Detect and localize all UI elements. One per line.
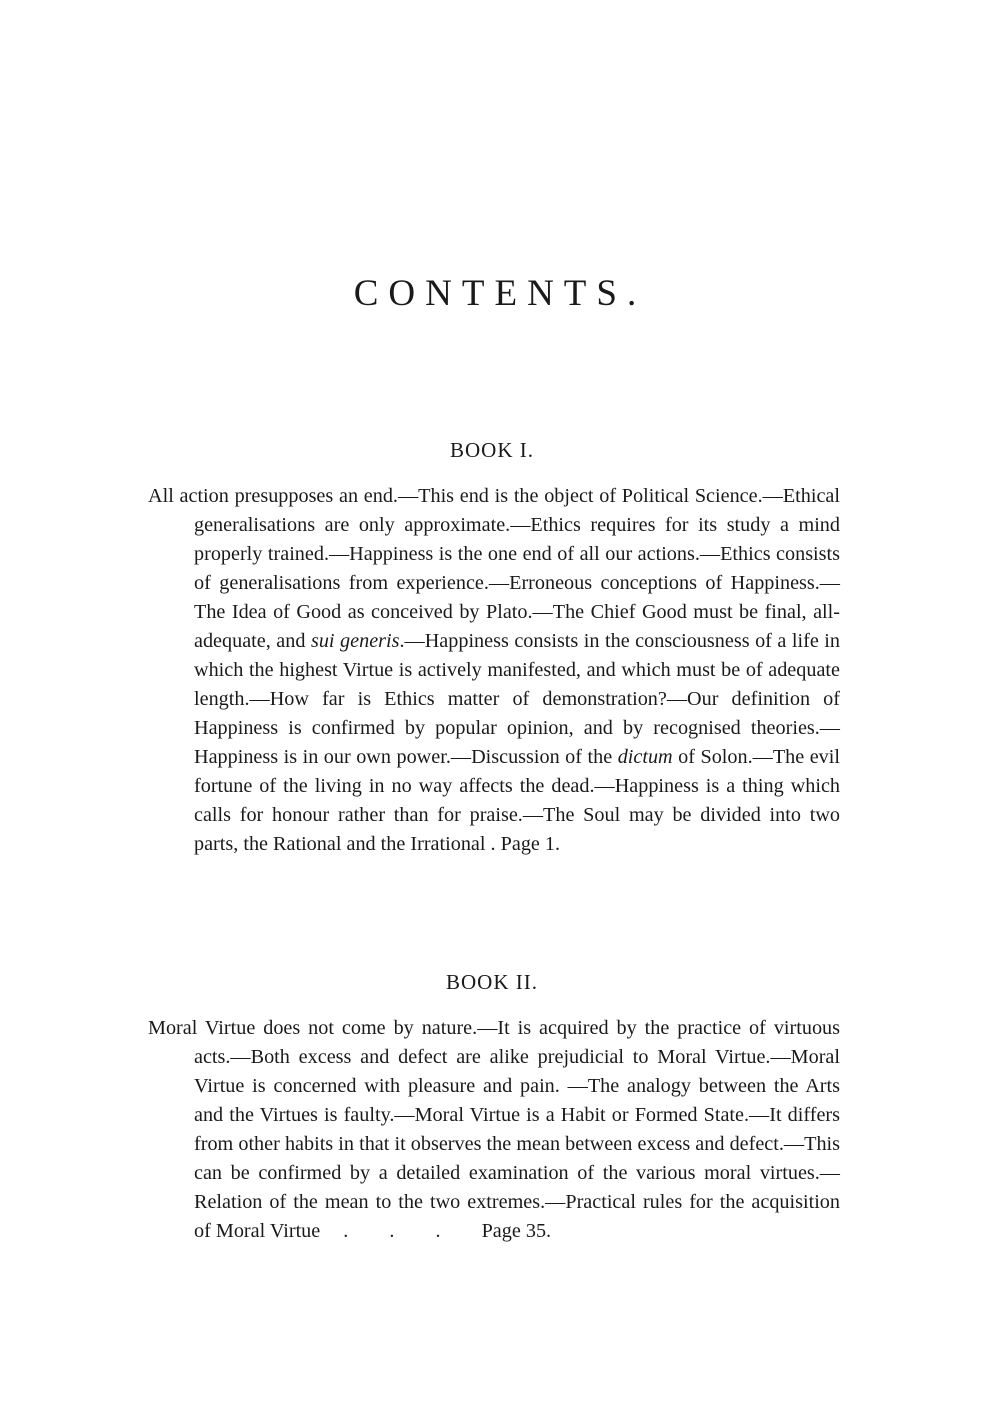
book-1-leader-dots: . [485,833,501,855]
book-1-page-reference [486,833,561,855]
book-1-summary-italic-phrase: sui generis [310,630,400,652]
book-2-summary [148,1014,840,1246]
book-1-summary-text: All action presupposes an end.—This end is the object of Political Science.—Ethical generalisations are only approximate.—Ethics requires for its study a mind properly trained.—Happiness is the one end of all our actions.—Ethics consists of generalisations from experience.—Erroneous conceptions of Happiness.—The Idea of Good as conceived by Plato.—The Chief Good must be final, all-adequate, and [148,485,840,652]
book-1-page-number: Page 1. [500,833,561,855]
book-2-page-reference [320,1220,551,1242]
book-1-summary [148,482,840,859]
page-title: CONTENTS. [353,273,647,314]
book-1-summary-text-end: of Solon.—The evil fortune of the living in no way affects the dead.—Happiness is a thing which calls for honour rather than for praise.—The Soul may be divided into two parts, the Rational and the Irrational [194,746,840,855]
book-1-heading: BOOK I. [450,438,534,462]
book-1-summary-text-continued: .—Happiness consists in the consciousness of a life in which the highest Virtue is actively manifested, and which must be of adequate length.—How far is Ethics matter of demonstration?—Our definition of Happiness is confirmed by popular opinion, and by recognised theories.—Happiness is in our own power.—Discussion of the [194,630,840,768]
book-1-summary-italic-term: dictum [617,746,673,768]
book-2-leader-dots: . . . [320,1220,482,1242]
book-2-page-number: Page 35. [481,1220,552,1242]
book-2-heading: BOOK II. [446,970,538,994]
book-2-summary-text: Moral Virtue does not come by nature.—It is acquired by the practice of virtuous acts.—Both excess and defect are alike prejudicial to Moral Virtue.—Moral Virtue is concerned with pleasure and pain. —The analogy between the Arts and the Virtues is faulty.—Moral Virtue is a Habit or Formed State.—It differs from other habits in that it observes the mean between excess and defect.—This can be confirmed by a detailed examination of the various moral virtues.—Relation of the mean to the two extremes.—Practical rules for the acquisition of Moral Virtue [148,1017,840,1242]
